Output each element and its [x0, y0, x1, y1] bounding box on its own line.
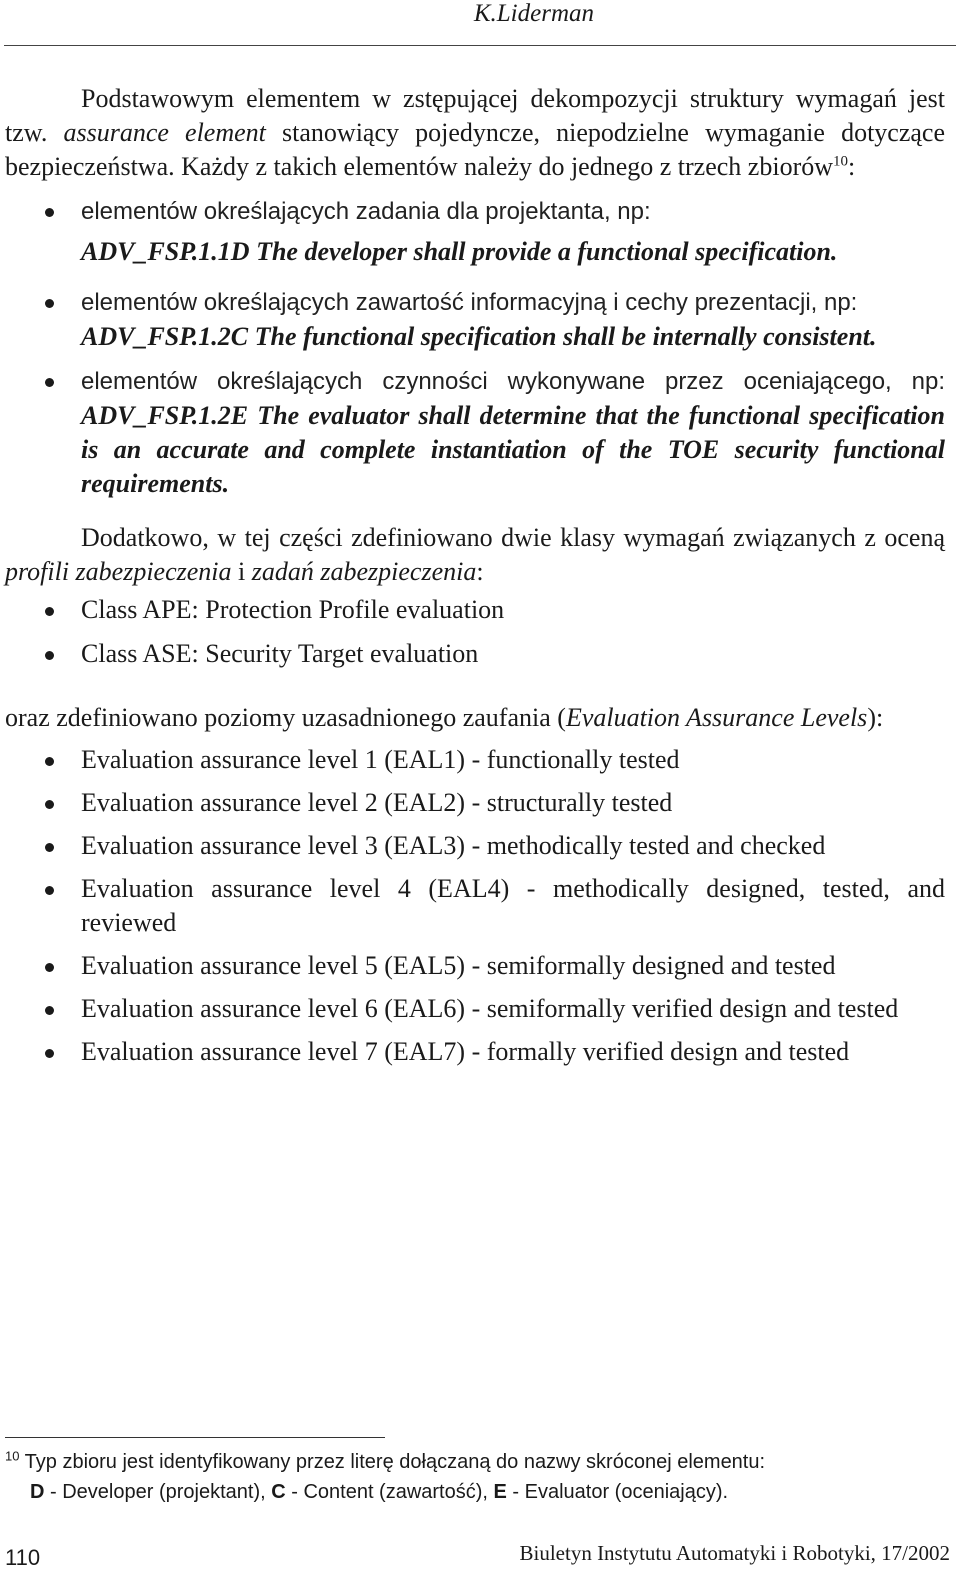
bullet-icon — [45, 651, 54, 660]
footnote-text-e: - Evaluator (oceniający). — [506, 1481, 729, 1503]
footnote-line-2 — [5, 1477, 945, 1507]
list-item — [5, 949, 945, 983]
bullet-icon — [45, 757, 54, 766]
footnote-code-e: E — [493, 1481, 507, 1503]
footnote-text-c: - Content (zawartość), — [285, 1481, 494, 1503]
classes-paragraph — [5, 521, 945, 589]
bullet-icon — [45, 208, 54, 217]
classes-text-mid: i — [231, 557, 252, 586]
levels-paragraph — [5, 701, 945, 735]
classes-term-2: zadań zabezpieczenia — [251, 557, 477, 586]
list-item — [5, 194, 945, 275]
element-type-label: elementów określających zadania dla projektanta, np: — [81, 198, 651, 225]
element-example: ADV_FSP.1.1D The developer shall provide a functional specification. — [81, 237, 838, 266]
eal-list — [5, 743, 945, 1069]
eal-item: Evaluation assurance level 3 (EAL3) - methodically tested and checked — [81, 831, 826, 860]
intro-term: assurance element — [63, 118, 266, 147]
bullet-icon — [45, 299, 54, 308]
footnote-text: Typ zbioru jest identyfikowany przez literę dołączaną do nazwy skróconej elementu: — [19, 1451, 766, 1473]
class-item: Class APE: Protection Profile evaluation — [81, 595, 505, 624]
bullet-icon — [45, 886, 54, 895]
classes-term-1: profili zabezpieczenia — [5, 557, 232, 586]
list-item — [5, 364, 945, 501]
list-item — [5, 992, 945, 1026]
eal-item: Evaluation assurance level 2 (EAL2) - structurally tested — [81, 788, 673, 817]
list-item — [5, 637, 945, 671]
bullet-icon — [45, 607, 54, 616]
levels-term: Evaluation Assurance Levels — [565, 703, 868, 732]
classes-list — [5, 593, 945, 671]
element-types-list — [5, 194, 945, 501]
bullet-icon — [45, 963, 54, 972]
element-type-label: elementów określających zawartość informacyjną i cechy prezentacji, np: — [81, 289, 858, 316]
page-number: 110 — [5, 1545, 41, 1570]
bullet-icon — [45, 1049, 54, 1058]
footnote-rule — [5, 1437, 385, 1438]
class-item: Class ASE: Security Target evaluation — [81, 639, 479, 668]
eal-item: Evaluation assurance level 4 (EAL4) - methodically designed, tested, and reviewed — [81, 874, 945, 937]
running-header: K.Liderman — [473, 0, 594, 27]
element-example: ADV_FSP.1.2E The evaluator shall determine that the functional specification is an accurate and complete instantiation of the TOE security functional requirements. — [81, 401, 945, 498]
intro-text-b: stanowiący pojedyncze, niepodzielne wymaganie dotyczące bezpieczeństwa. Każdy z takich elementów należy do jednego z trzech zbiorów — [5, 118, 945, 181]
footnote-code-c: C — [271, 1481, 286, 1503]
bullet-icon — [45, 843, 54, 852]
footnote-line-1 — [5, 1447, 945, 1477]
element-type-label: elementów określających czynności wykonywane przez oceniającego, np: — [81, 368, 945, 395]
element-example: ADV_FSP.1.2C The functional specification shall be internally consistent. — [81, 322, 877, 351]
footnote-text-d: - Developer (projektant), — [44, 1481, 272, 1503]
eal-item: Evaluation assurance level 7 (EAL7) - formally verified design and tested — [81, 1037, 850, 1066]
bullet-icon — [45, 800, 54, 809]
bullet-icon — [45, 378, 54, 387]
footnote-ref[interactable]: 10 — [833, 153, 849, 170]
list-item — [5, 872, 945, 940]
footnote-number: 10 — [5, 1448, 20, 1464]
list-item — [5, 593, 945, 627]
classes-text-a: Dodatkowo, w tej części zdefiniowano dwie klasy wymagań związanych z oceną — [81, 523, 945, 552]
eal-item: Evaluation assurance level 1 (EAL1) - functionally tested — [81, 745, 680, 774]
eal-item: Evaluation assurance level 6 (EAL6) - semiformally verified design and tested — [81, 994, 899, 1023]
intro-text-a: Podstawowym elementem w zstępującej dekompozycji struktury wymagań jest tzw. — [5, 84, 945, 147]
intro-paragraph — [5, 82, 945, 184]
list-item — [5, 786, 945, 820]
classes-text-end: : — [476, 557, 484, 586]
footnote-code-d: D — [30, 1481, 45, 1503]
header-rule — [4, 45, 956, 46]
intro-text-c: : — [848, 152, 856, 181]
page-body — [5, 82, 945, 1069]
publication-footer: Biuletyn Instytutu Automatyki i Robotyki, 17/2002 — [519, 1541, 950, 1565]
eal-item: Evaluation assurance level 5 (EAL5) - semiformally designed and tested — [81, 951, 836, 980]
list-item — [5, 829, 945, 863]
footnote — [5, 1447, 945, 1507]
levels-text-a: oraz zdefiniowano poziomy uzasadnionego zaufania ( — [5, 703, 566, 732]
bullet-icon — [45, 1006, 54, 1015]
levels-text-end: ): — [867, 703, 884, 732]
list-item — [5, 1035, 945, 1069]
list-item — [5, 285, 945, 354]
list-item — [5, 743, 945, 777]
